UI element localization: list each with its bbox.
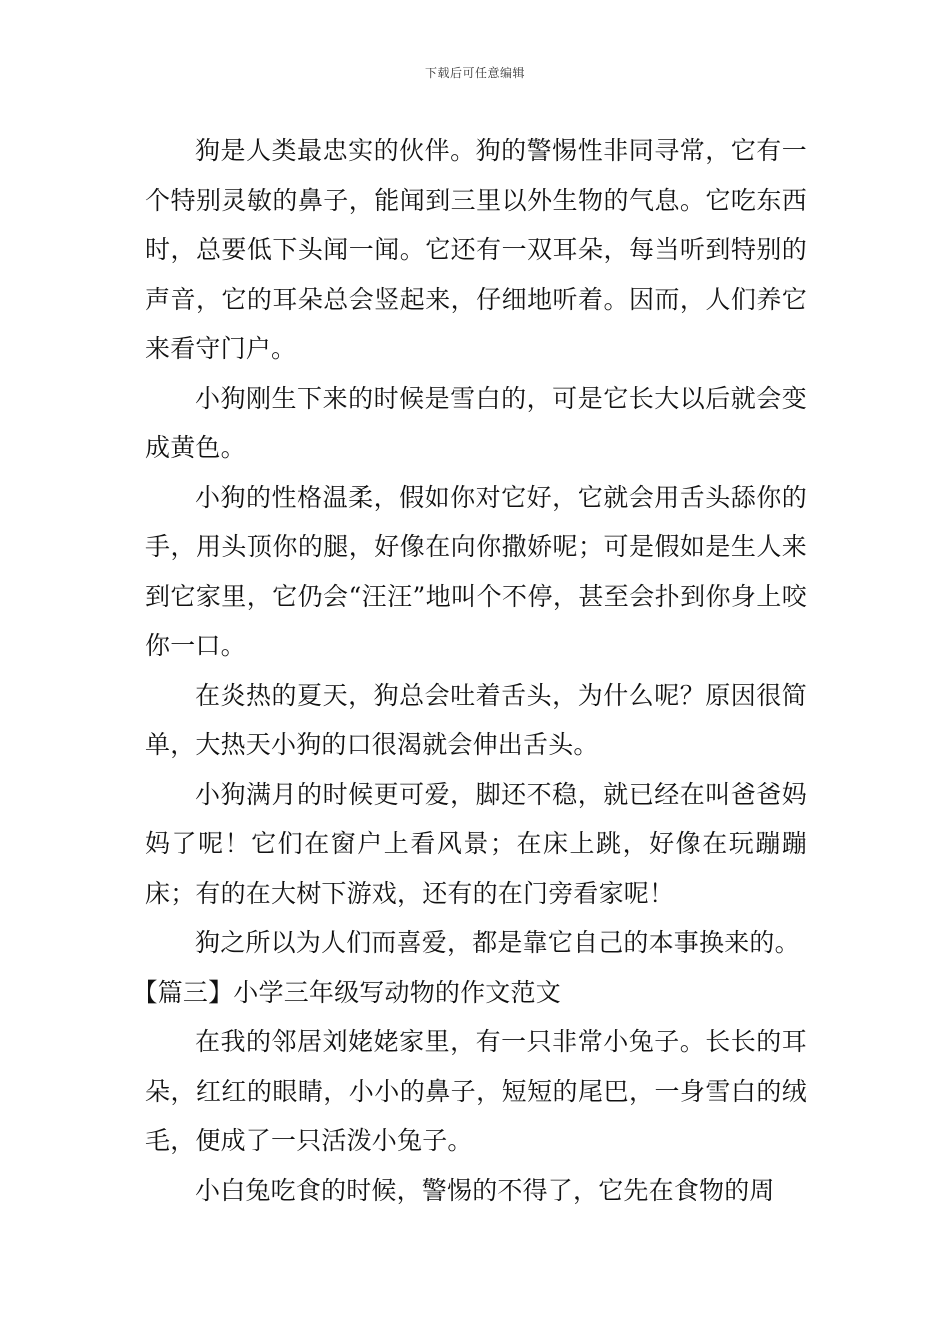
document-body (132, 126, 807, 1215)
paragraph: 小狗刚生下来的时候是雪白的，可是它长大以后就会变成黄色。 (145, 383, 807, 462)
section-heading: 【篇三】小学三年级写动物的作文范文 (132, 977, 561, 1007)
paragraph: 在炎热的夏天，狗总会吐着舌头，为什么呢？原因很简单，大热天小狗的口很渴就会伸出舌头。 (145, 680, 807, 759)
paragraph: 狗是人类最忠实的伙伴。狗的警惕性非同寻常，它有一个特别灵敏的鼻子，能闻到三里以外生物的气息。它吃东西时，总要低下头闻一闻。它还有一双耳朵，每当听到特别的声音，它的耳朵总会竖起来，仔细地听着。因而，人们养它来看守门户。 (145, 136, 807, 363)
paragraph: 狗之所以为人们而喜爱，都是靠它自己的本事换来的。 (195, 928, 800, 957)
page-header: 下载后可任意编辑 (424, 66, 525, 80)
paragraph: 在我的邻居刘姥姥家里，有一只非常小兔子。长长的耳朵，红红的眼睛，小小的鼻子，短短的尾巴，一身雪白的绒毛，便成了一只活泼小兔子。 (145, 1027, 807, 1155)
paragraph: 小狗的性格温柔，假如你对它好，它就会用舌头舔你的手，用头顶你的腿，好像在向你撒娇呢；可是假如是生人来到它家里，它仍会“汪汪”地叫个不停，甚至会扑到你身上咬你一口。 (145, 482, 807, 660)
paragraph: 小狗满月的时候更可爱，脚还不稳，就已经在叫爸爸妈妈了呢！它们在窗户上看风景；在床上跳，好像在玩蹦蹦床；有的在大树下游戏，还有的在门旁看家呢！ (145, 779, 807, 908)
paragraph: 小白兔吃食的时候，警惕的不得了，它先在食物的周 (195, 1175, 775, 1205)
